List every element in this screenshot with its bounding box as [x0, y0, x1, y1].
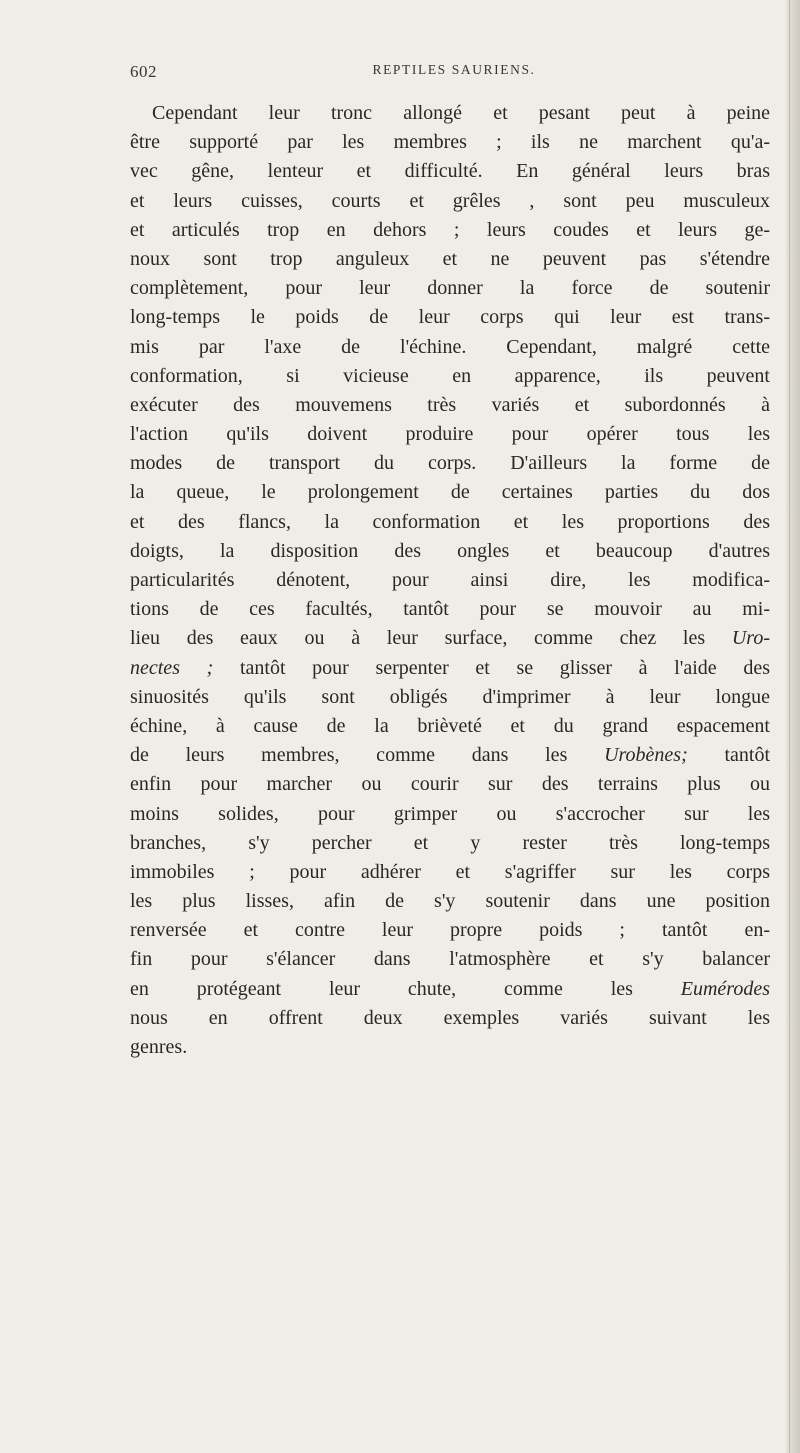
text-run: tantôt [687, 744, 771, 767]
running-head: REPTILES SAURIENS. [372, 62, 536, 77]
text-line: nous en offrent deux exemples variés suivant les [130, 1006, 770, 1029]
text-line: doigts, la disposition des ongles et beaucoup d'autres [130, 539, 770, 562]
text-line: vec gêne, lenteur et difficulté. En général leurs bras [130, 160, 770, 183]
text-line: enfin pour marcher ou courir sur des terrains plus ou [130, 773, 770, 796]
italic-term: Urobènes; [604, 744, 688, 767]
text-line: les plus lisses, afin de s'y soutenir dans une position [130, 890, 770, 913]
text-line: et leurs cuisses, courts et grêles , sont peu musculeux [130, 189, 770, 212]
text-line: moins solides, pour grimper ou s'accrocher sur les [130, 802, 770, 825]
text-line: genres. [130, 1036, 188, 1058]
text-line: fin pour s'élancer dans l'atmosphère et s'y balancer [130, 948, 770, 971]
text-line: sinuosités qu'ils sont obligés d'imprimer à leur longue [130, 685, 770, 708]
text-line: l'action qu'ils doivent produire pour opérer tous les [130, 423, 770, 446]
text-line: long-temps le poids de leur corps qui leur est trans- [130, 306, 770, 329]
italic-term: Uro- [731, 627, 770, 650]
text-line: exécuter des mouvemens très variés et subordonnés à [130, 393, 770, 416]
text-line: et des flancs, la conformation et les proportions des [130, 510, 770, 533]
text-line: branches, s'y percher et y rester très long-temps [130, 831, 770, 854]
text-line: particularités dénotent, pour ainsi dire, les modifica- [130, 569, 770, 591]
text-line: tions de ces facultés, tantôt pour se mouvoir au mi- [130, 598, 770, 621]
text-line: renversée et contre leur propre poids ; tantôt en- [130, 919, 770, 942]
text-line: modes de transport du corps. D'ailleurs la forme de [130, 452, 770, 475]
page-edge-line [789, 0, 790, 1453]
text-run: lieu des eaux ou à leur surface, comme chez les [130, 627, 732, 650]
text-run: de leurs membres, comme dans les [130, 744, 605, 767]
italic-term: nectes ; [130, 656, 214, 679]
page-header [130, 62, 770, 86]
text-run: tantôt pour serpenter et se glisser à l'aide des [213, 656, 770, 679]
text-line: immobiles ; pour adhérer et s'agriffer sur les corps [130, 860, 770, 883]
page-number: 602 [130, 62, 157, 81]
body-paragraph [130, 99, 770, 1062]
italic-term: Eumérodes [680, 977, 770, 1000]
text-line: mis par l'axe de l'échine. Cependant, malgré cette [130, 335, 770, 358]
text-line: complètement, pour leur donner la force de soutenir [130, 277, 770, 300]
text-line: échine, à cause de la brièveté et du grand espacement [130, 714, 770, 737]
text-line: Cependant leur tronc allongé et pesant peut à peine [152, 102, 770, 124]
text-line: la queue, le prolongement de certaines parties du dos [130, 481, 770, 504]
text-line [130, 741, 770, 770]
text-line: noux sont trop anguleux et ne peuvent pas s'étendre [130, 247, 770, 270]
text-line [130, 975, 770, 1004]
text-line: être supporté par les membres ; ils ne marchent qu'a- [130, 131, 770, 154]
text-line [130, 654, 770, 683]
text-line: et articulés trop en dehors ; leurs coudes et leurs ge- [130, 218, 770, 241]
text-run: en protégeant leur chute, comme les [130, 977, 681, 1000]
text-line: conformation, si vicieuse en apparence, ils peuvent [130, 364, 770, 387]
text-line [130, 624, 770, 653]
